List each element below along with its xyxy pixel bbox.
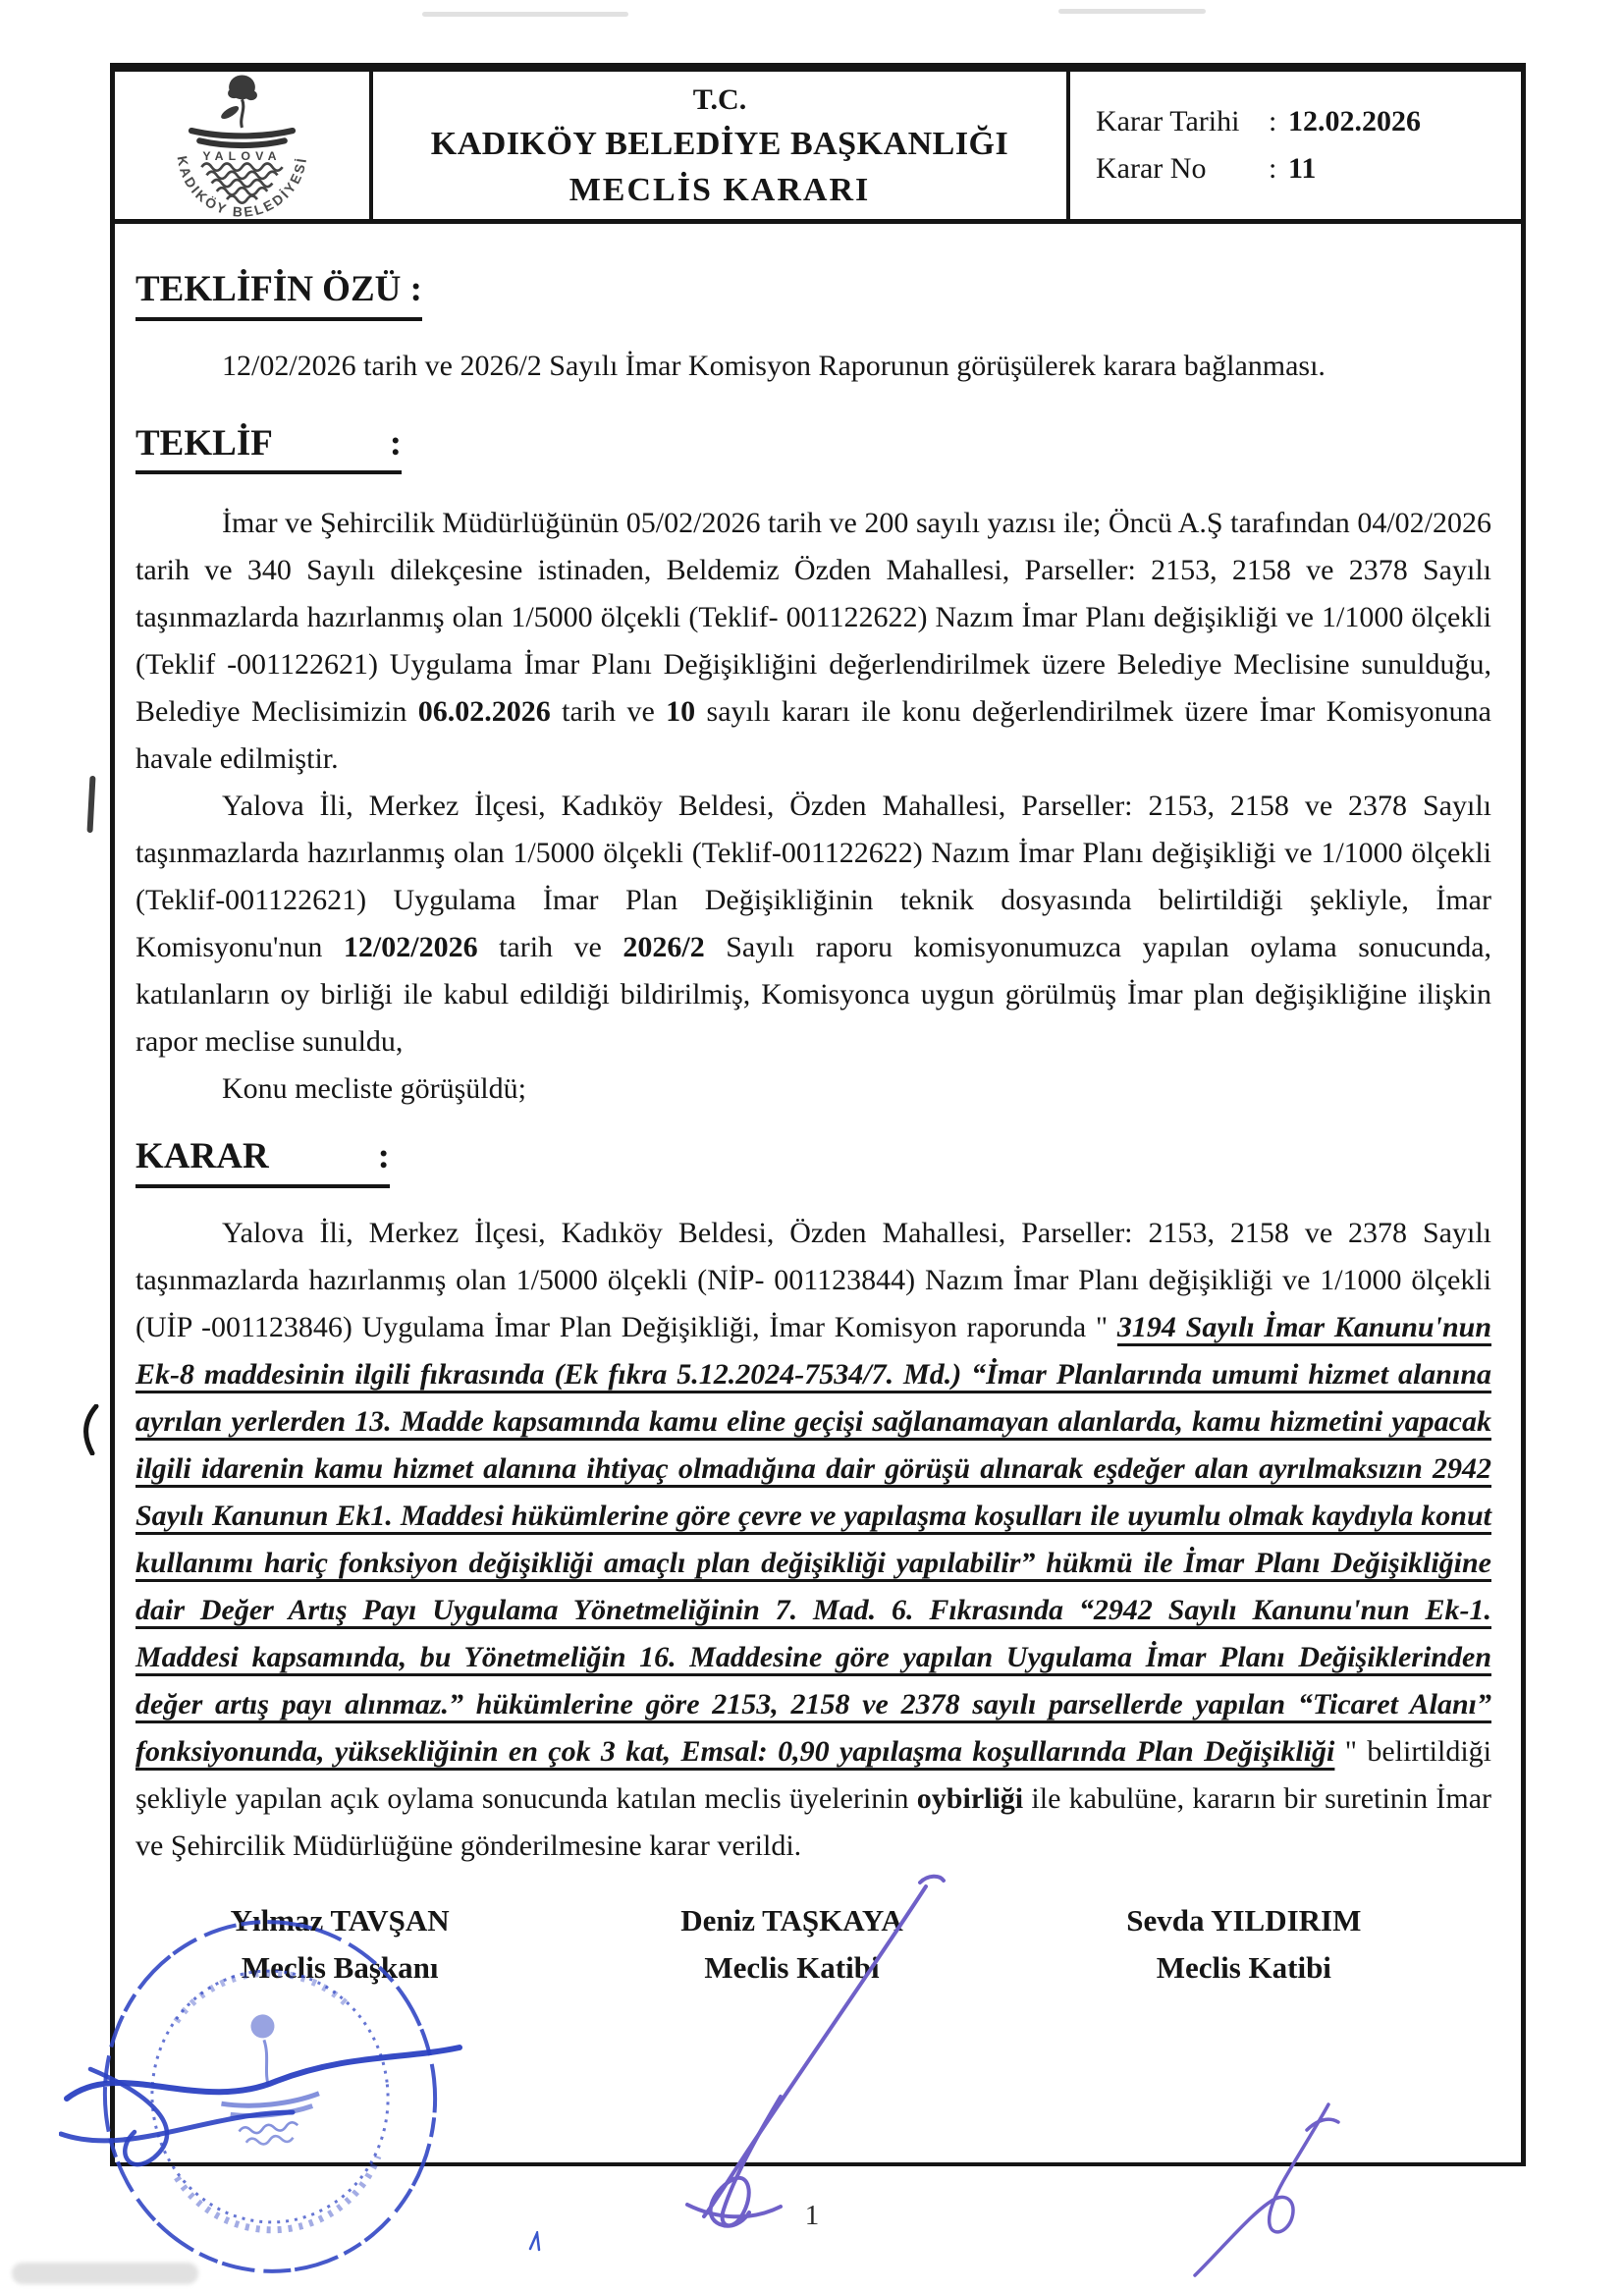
- text-segment: tarih ve: [550, 695, 667, 729]
- document-body: [115, 224, 1521, 1986]
- decision-info-cell: [1070, 72, 1521, 219]
- signature-council-clerk-1: [566, 1903, 1017, 1986]
- section-heading-proposal: TEKLİF :: [135, 423, 402, 475]
- signer-name: Sevda YILDIRIM: [1126, 1902, 1362, 1938]
- scan-artifact: [12, 2263, 198, 2284]
- section-heading-proposal-summary: TEKLİFİN ÖZÜ :: [135, 269, 422, 321]
- text-segment: Yalova İli, Merkez İlçesi, Kadıköy Beldesi, Özden Mahallesi, Parseller: 2153, 2158 ve 2378 Sayılı taşınmazlarda hazırlanmış olan 1/5000 ölçekli (Teklif-001122622) Nazım İmar Planı değişikliği ve 1/1000 ölçekli (Teklif-001122621) Uygulama İmar Plan Değişikliğinin teknik dosyasında belirtildiği şekliyle, İmar Komisyonu'nun: [135, 790, 1491, 964]
- signer-name: Deniz TAŞKAYA: [680, 1902, 903, 1938]
- text-segment: oybirliği: [916, 1781, 1024, 1815]
- decision-number-value: 11: [1288, 152, 1317, 185]
- decision-number-label: Karar No: [1096, 152, 1207, 185]
- scan-artifact: [422, 12, 628, 17]
- document-header: [115, 72, 1521, 224]
- title-cell: [373, 72, 1070, 219]
- signer-title: Meclis Başkanı: [241, 1949, 439, 1985]
- scan-artifact: [86, 776, 95, 833]
- text-segment: " belirtildiği şekliyle yapılan açık oylama sonucunda katılan meclis üyelerinin: [135, 1734, 1491, 1815]
- page-number: 1: [804, 2200, 820, 2231]
- signer-title: Meclis Katibi: [704, 1949, 880, 1985]
- proposal-paragraph: [135, 500, 1491, 783]
- signer-title: Meclis Katibi: [1156, 1949, 1331, 1985]
- decision-date-value: 12.02.2026: [1288, 105, 1421, 137]
- text-segment: 10: [666, 695, 696, 729]
- document-border-box: [110, 63, 1526, 2166]
- signature-council-president: [114, 1903, 566, 1986]
- ink-fleck: [528, 2231, 544, 2253]
- signature-block: [114, 1903, 1470, 1986]
- text-segment: İmar ve Şehircilik Müdürlüğünün 05/02/2026 tarih ve 200 sayılı yazısı ile; Öncü A.Ş tarafından 04/02/2026 tarih ve 340 Sayılı dilekçesine istinaden, Beldemiz Özden Mahallesi, Parseller: 2153, 2158 ve 2378 Sayılı taşınmazlarda hazırlanmış olan 1/5000 ölçekli (Teklif- 001122622) Nazım İmar Planı değişikliği ve 1/1000 ölçekli (Teklif -001122621) Uygulama İmar Planı Değişikliğini değerlendirilmek üzere Belediye Meclisine sunulduğu, Belediye Meclisimizin: [135, 507, 1491, 729]
- logo-org-top: YALOVA: [202, 148, 282, 163]
- text-segment: 3194 Sayılı İmar Kanunu'nun Ek-8 maddesinin ilgili fıkrasında (Ek fıkra 5.12.2024-7534/7. Md.) “İmar Planlarında umumi hizmet alanına ayrılan yerlerden 13. Madde kapsamında kamu eline geçişi sağlanamayan alanlarda, kamu hizmetini yapacak ilgili idarenin kamu hizmet alanına ihtiyaç olmadığına dair görüşü alınarak eşdeğer alan ayrılmaksızın 2942 Sayılı Kanunun Ek1. Maddesi hükümlerine göre çevre ve yapılaşma koşulları ile uyumlu olmak kaydıyla konut kullanımı hariç fonksiyon değişikliği amaçlı plan değişikliği yapılabilir” hükmü ile İmar Planı Değişikliğine dair Değer Artış Payı Uygulama Yönetmeliğinin 7. Mad. 6. Fıkrasında “2942 Sayılı Kanunu'nun Ek-1. Maddesi kapsamında, bu Yönetmeliğin 16. Maddesine göre yapılan Uygulama İmar Planı Değişiklerinden değer artış payı alınmaz.” hükümlerine göre 2153, 2158 ve 2378 sayılı parsellerde yapılan “Ticaret Alanı” fonksiyonunda, yüksekliğinin en çok 3 kat, Emsal: 0,90 yapılaşma koşullarında Plan Değişikliği: [135, 1310, 1492, 1768]
- text-segment: ile kabulüne, kararın bir suretinin İmar ve Şehircilik Müdürlüğüne gönderilmesine karar verildi.: [135, 1781, 1491, 1862]
- text-segment: 06.02.2026: [417, 695, 551, 729]
- signer-name: Yılmaz TAVŞAN: [230, 1902, 450, 1938]
- header-document-type: MECLİS KARARI: [568, 172, 871, 208]
- municipality-logo-icon: [156, 60, 328, 232]
- text-segment: 12/02/2026: [343, 931, 478, 964]
- header-republic-line: T.C.: [692, 83, 747, 116]
- text-segment: sayılı kararı ile konu değerlendirilmek üzere İmar Komisyonuna havale edilmiştir.: [135, 695, 1491, 776]
- logo-org-arc: KADIKÖY BELEDİYESİ: [174, 154, 310, 220]
- scan-artifact: [1058, 9, 1206, 14]
- decision-date-row: [1096, 104, 1521, 139]
- section-heading-decision: KARAR :: [135, 1136, 390, 1188]
- signature-council-clerk-2: [1018, 1903, 1470, 1986]
- decision-paragraph: [135, 1210, 1491, 1870]
- decision-number-separator: :: [1269, 152, 1277, 185]
- proposal-paragraph: [135, 1065, 1491, 1113]
- decision-date-label: Karar Tarihi: [1096, 105, 1240, 137]
- decision-date-separator: :: [1269, 105, 1277, 137]
- scan-artifact: [81, 1404, 104, 1455]
- proposal-summary-text: 12/02/2026 tarih ve 2026/2 Sayılı İmar Komisyon Raporunun görüşülerek karara bağlanması.: [222, 349, 1326, 382]
- text-segment: Sayılı raporu komisyonumuzca yapılan oylama sonucunda, katılanların oy birliği ile kabul edildiği bildirilmiş, Komisyonca uygun görülmüş İmar plan değişikliğine ilişkin rapor meclise sunuldu,: [135, 931, 1492, 1059]
- text-segment: Yalova İli, Merkez İlçesi, Kadıköy Beldesi, Özden Mahallesi, Parseller: 2153, 2158 ve 2378 Sayılı taşınmazlarda hazırlanmış olan 1/5000 ölçekli (NİP- 001123844) Nazım İmar Planı değişikliği ve 1/1000 ölçekli (UİP -001123846) Uygulama İmar Plan Değişikliği, İmar Komisyon raporunda ": [135, 1216, 1491, 1343]
- text-segment: 2026/2: [623, 931, 705, 964]
- logo-cell: [115, 72, 373, 219]
- text-segment: tarih ve: [477, 931, 623, 964]
- decision-number-row: [1096, 151, 1521, 187]
- header-organization-title: KADIKÖY BELEDİYE BAŞKANLIĞI: [430, 126, 1009, 162]
- proposal-paragraph: [135, 783, 1491, 1065]
- text-segment: Konu mecliste görüşüldü;: [222, 1072, 526, 1106]
